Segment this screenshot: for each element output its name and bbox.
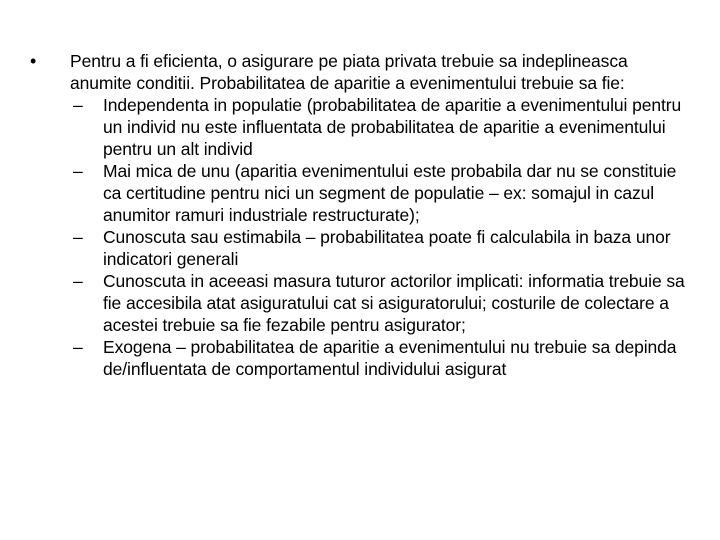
main-bullet-item	[30, 50, 690, 380]
dash-bullet-icon: –	[73, 227, 83, 247]
main-bullet-text: Pentru a fi eficienta, o asigurare pe piata privata trebuie sa indeplineasca anumite conditii. Probabilitatea de aparitie a evenimentului trebuie sa fie:	[70, 51, 628, 93]
sub-item-cunoscuta-actori	[73, 270, 698, 336]
sub-item-independenta	[73, 94, 698, 160]
sub-item-text: Mai mica de unu (aparitia evenimentului este probabila dar nu se constituie ca certitudine pentru nici un segment de populatie – ex: somajul in cazul anumitor ramuri industriale restructurate);	[103, 161, 677, 225]
sub-item-exogena	[73, 336, 698, 380]
dash-bullet-icon: –	[73, 271, 83, 291]
sub-item-mai-mica-de-unu	[73, 160, 698, 226]
sub-item-text: Cunoscuta in aceeasi masura tuturor actorilor implicati: informatia trebuie sa fie accesibila atat asiguratului cat si asiguratorului; costurile de colectare a acestei trebuie sa fie fezabile pentru asigurator;	[103, 271, 685, 335]
sub-bullet-list	[30, 94, 690, 380]
dash-bullet-icon: –	[73, 337, 83, 357]
dash-bullet-icon: –	[73, 161, 83, 181]
sub-item-text: Cunoscuta sau estimabila – probabilitatea poate fi calculabila in baza unor indicatori generali	[103, 227, 671, 269]
bullet-dot-icon: •	[30, 51, 37, 71]
sub-item-text: Exogena – probabilitatea de aparitie a evenimentului nu trebuie sa depinda de/influentata de comportamentul individului asigurat	[103, 337, 677, 379]
sub-item-cunoscuta-estimabila	[73, 226, 698, 270]
dash-bullet-icon: –	[73, 95, 83, 115]
sub-item-text: Independenta in populatie (probabilitatea de aparitie a evenimentului pentru un individ nu este influentata de probabilitatea de aparitie a evenimentului pentru un alt individ	[103, 95, 682, 159]
